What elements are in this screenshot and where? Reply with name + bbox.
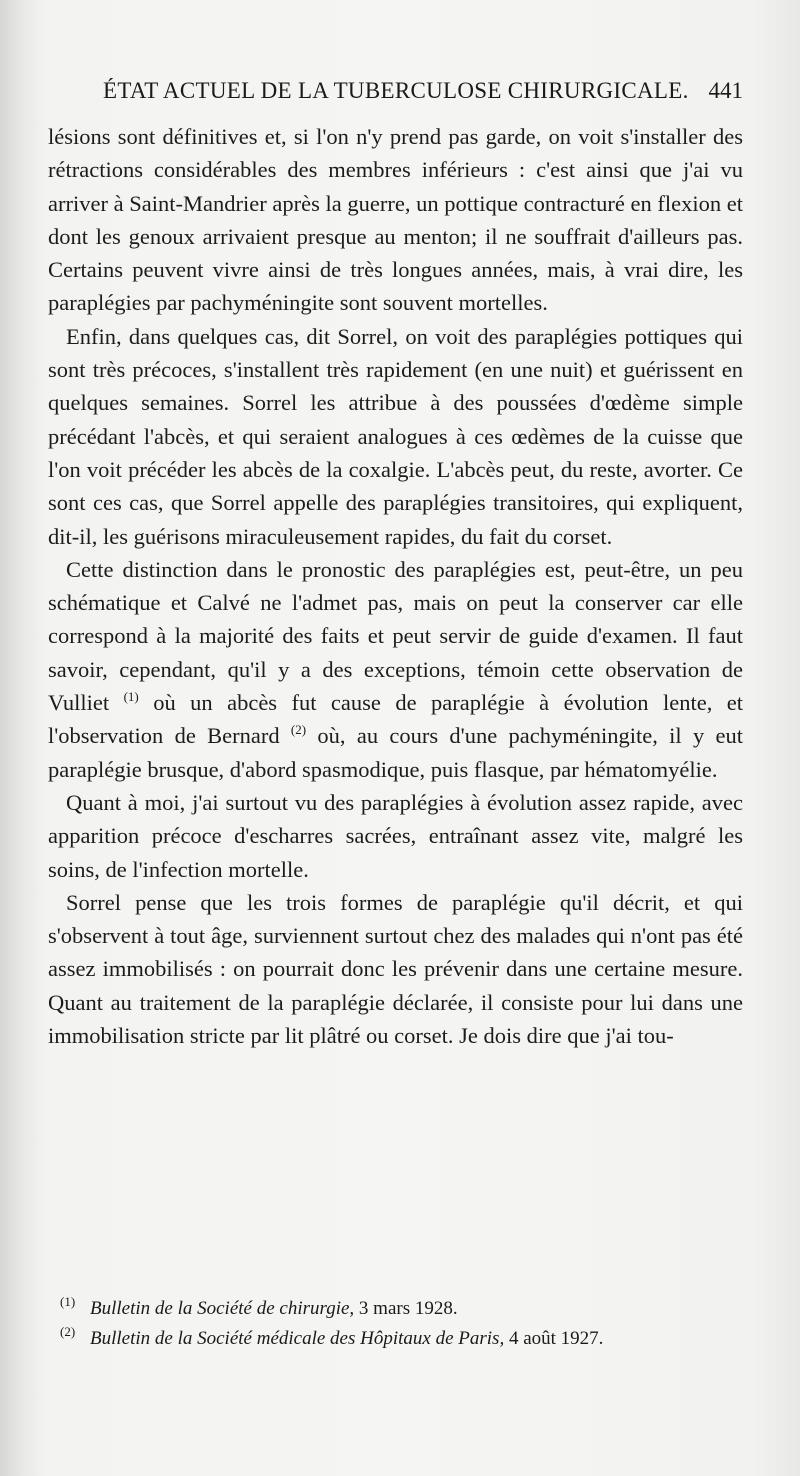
footnote-reference: (2) — [290, 722, 307, 738]
footnote-mark: (2) — [60, 1324, 76, 1339]
paragraph-text: où, au cours d'une pachyméningite, il y eut paraplégie brusque, d'abord spasmodique, puis flasque, par hématomyélie. — [48, 723, 744, 782]
paragraph — [48, 553, 743, 786]
footnote-source: Bulletin de la Société médicale des Hôpitaux de Paris, — [90, 1328, 505, 1349]
paragraph-text: où un abcès fut cause de paraplégie à évolution lente, et l'observation de Bernard — [48, 690, 744, 749]
paragraph: Quant à moi, j'ai surtout vu des paraplégies à évolution assez rapide, avec apparition précoce d'escharres sacrées, entraînant assez vite, malgré les soins, de l'infection mortelle. — [48, 789, 743, 882]
footnote-date: 4 août 1927. — [508, 1328, 604, 1349]
gutter-shadow — [0, 0, 38, 1476]
footnotes — [60, 1294, 750, 1354]
running-head — [103, 78, 743, 118]
footnote-mark: (1) — [60, 1294, 76, 1309]
footnote — [60, 1294, 750, 1324]
body-text — [48, 120, 743, 1052]
footnote-source: Bulletin de la Société de chirurgie, — [90, 1298, 355, 1319]
footnote — [60, 1324, 750, 1354]
page-number: 441 — [708, 78, 743, 103]
footnote-reference: (1) — [123, 689, 139, 705]
paragraph-text: Cette distinction dans le pronostic des paraplégies est, peut-être, un peu schématique et Calvé ne l'admet pas, mais on peut la conserver car elle correspond à la majorité des faits et peut servir de guide d'examen. Il faut savoir, cependant, qu'il y a des exceptions, témoin cette observation de Vulliet — [48, 556, 743, 716]
paragraph: lésions sont définitives et, si l'on n'y prend pas garde, on voit s'installer des rétractions considérables des membres inférieurs : c'est ainsi que j'ai vu arriver à Saint-Mandrier après la guerre, un pottique contracturé en flexion et dont les genoux arrivaient presque au menton; il ne souffrait d'ailleurs pas. Certains peuvent vivre ainsi de très longues années, mais, à vrai dire, les paraplégies par pachyméningite sont souvent mortelles. — [48, 124, 743, 316]
paragraph: Sorrel pense que les trois formes de paraplégie qu'il décrit, et qui s'observent à tout âge, surviennent surtout chez des malades qui n'ont pas été assez immobilisés : on pourrait donc les prévenir dans une certaine mesure. Quant au traitement de la paraplégie déclarée, il consiste pour lui dans une immobilisation stricte par lit plâtré ou corset. Je dois dire que j'ai tou- — [48, 889, 743, 1049]
footnote-date: 3 mars 1928. — [358, 1298, 458, 1319]
paragraph: Enfin, dans quelques cas, dit Sorrel, on voit des paraplégies pottiques qui sont très précoces, s'installent très rapidement (en une nuit) et guérissent en quelques semaines. Sorrel les attribue à des poussées d'œdème simple précédant l'abcès, et qui seraient analogues à ces œdèmes de la cuisse que l'on voit précéder les abcès de la coxalgie. L'abcès peut, du reste, avorter. Ce sont ces cas, que Sorrel appelle des paraplégies transitoires, qui expliquent, dit-il, les guérisons miraculeusement rapides, du fait du corset. — [48, 323, 743, 549]
running-title: ÉTAT ACTUEL DE LA TUBERCULOSE CHIRURGICALE. — [103, 78, 689, 103]
